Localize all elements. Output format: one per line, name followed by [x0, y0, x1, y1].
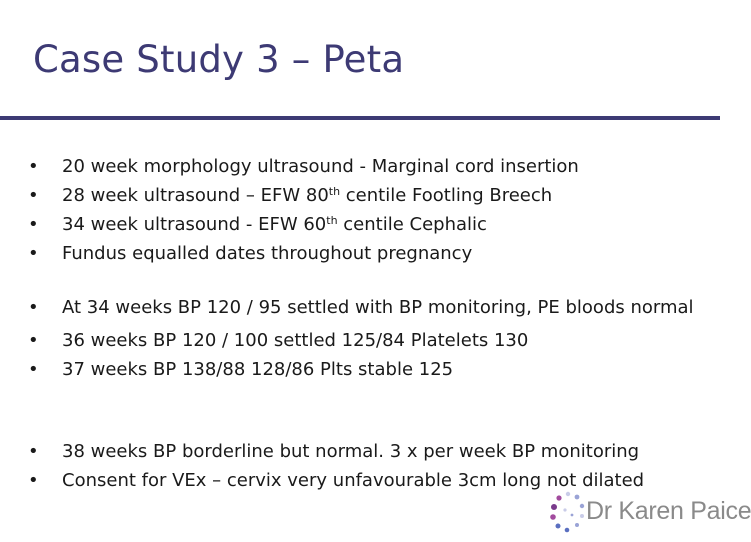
bullet-text: Consent for VEx – cervix very unfavourable 3cm long not dilated: [62, 470, 645, 491]
bullet-text-continued: centile Cephalic: [337, 214, 487, 235]
bullet-marker: •: [28, 214, 39, 235]
ordinal-suffix: th: [328, 185, 341, 198]
bullet-text: 20 week morphology ultrasound - Marginal cord insertion: [62, 156, 579, 177]
bullet-text-continued: centile Footling Breech: [340, 185, 553, 206]
bullet-group-blood-pressure: [28, 297, 708, 384]
bullet-text: 28 week ultrasound – EFW 80: [62, 185, 329, 206]
dot-cluster-logo-icon: [548, 488, 588, 538]
bullet-marker: •: [28, 470, 39, 491]
bullet-text: Fundus equalled dates throughout pregnancy: [62, 243, 473, 264]
bullet-text: 37 weeks BP 138/88 128/86 Plts stable 125: [62, 359, 454, 380]
bullet-item: [28, 152, 708, 181]
bullet-item: [28, 355, 708, 384]
bullet-marker: •: [28, 359, 39, 380]
bullet-group-late-pregnancy: [28, 437, 708, 495]
bullet-marker: •: [28, 156, 39, 177]
bullet-group-pregnancy-scans: [28, 152, 708, 268]
bullet-marker: •: [28, 185, 39, 206]
logo-text: Dr Karen Paice: [586, 497, 751, 525]
bullet-item: [28, 326, 708, 355]
brand-logo: [548, 488, 751, 538]
bullet-text: 38 weeks BP borderline but normal. 3 x per week BP monitoring: [62, 441, 640, 462]
slide-title: Case Study 3 – Peta: [33, 38, 405, 81]
bullet-item: [28, 181, 708, 210]
bullet-text: At 34 weeks BP 120 / 95 settled with BP monitoring, PE bloods normal: [62, 297, 694, 318]
bullet-item: [28, 297, 708, 326]
bullet-item: [28, 210, 708, 239]
ordinal-suffix: th: [326, 214, 338, 227]
bullet-text: 34 week ultrasound - EFW 60: [62, 214, 327, 235]
bullet-marker: •: [28, 243, 39, 264]
bullet-marker: •: [28, 297, 39, 318]
bullet-text: 36 weeks BP 120 / 100 settled 125/84 Platelets 130: [62, 330, 529, 351]
bullet-item: [28, 437, 708, 466]
bullet-marker: •: [28, 441, 39, 462]
bullet-marker: •: [28, 330, 39, 351]
bullet-item: [28, 239, 708, 268]
title-divider: [0, 116, 720, 120]
